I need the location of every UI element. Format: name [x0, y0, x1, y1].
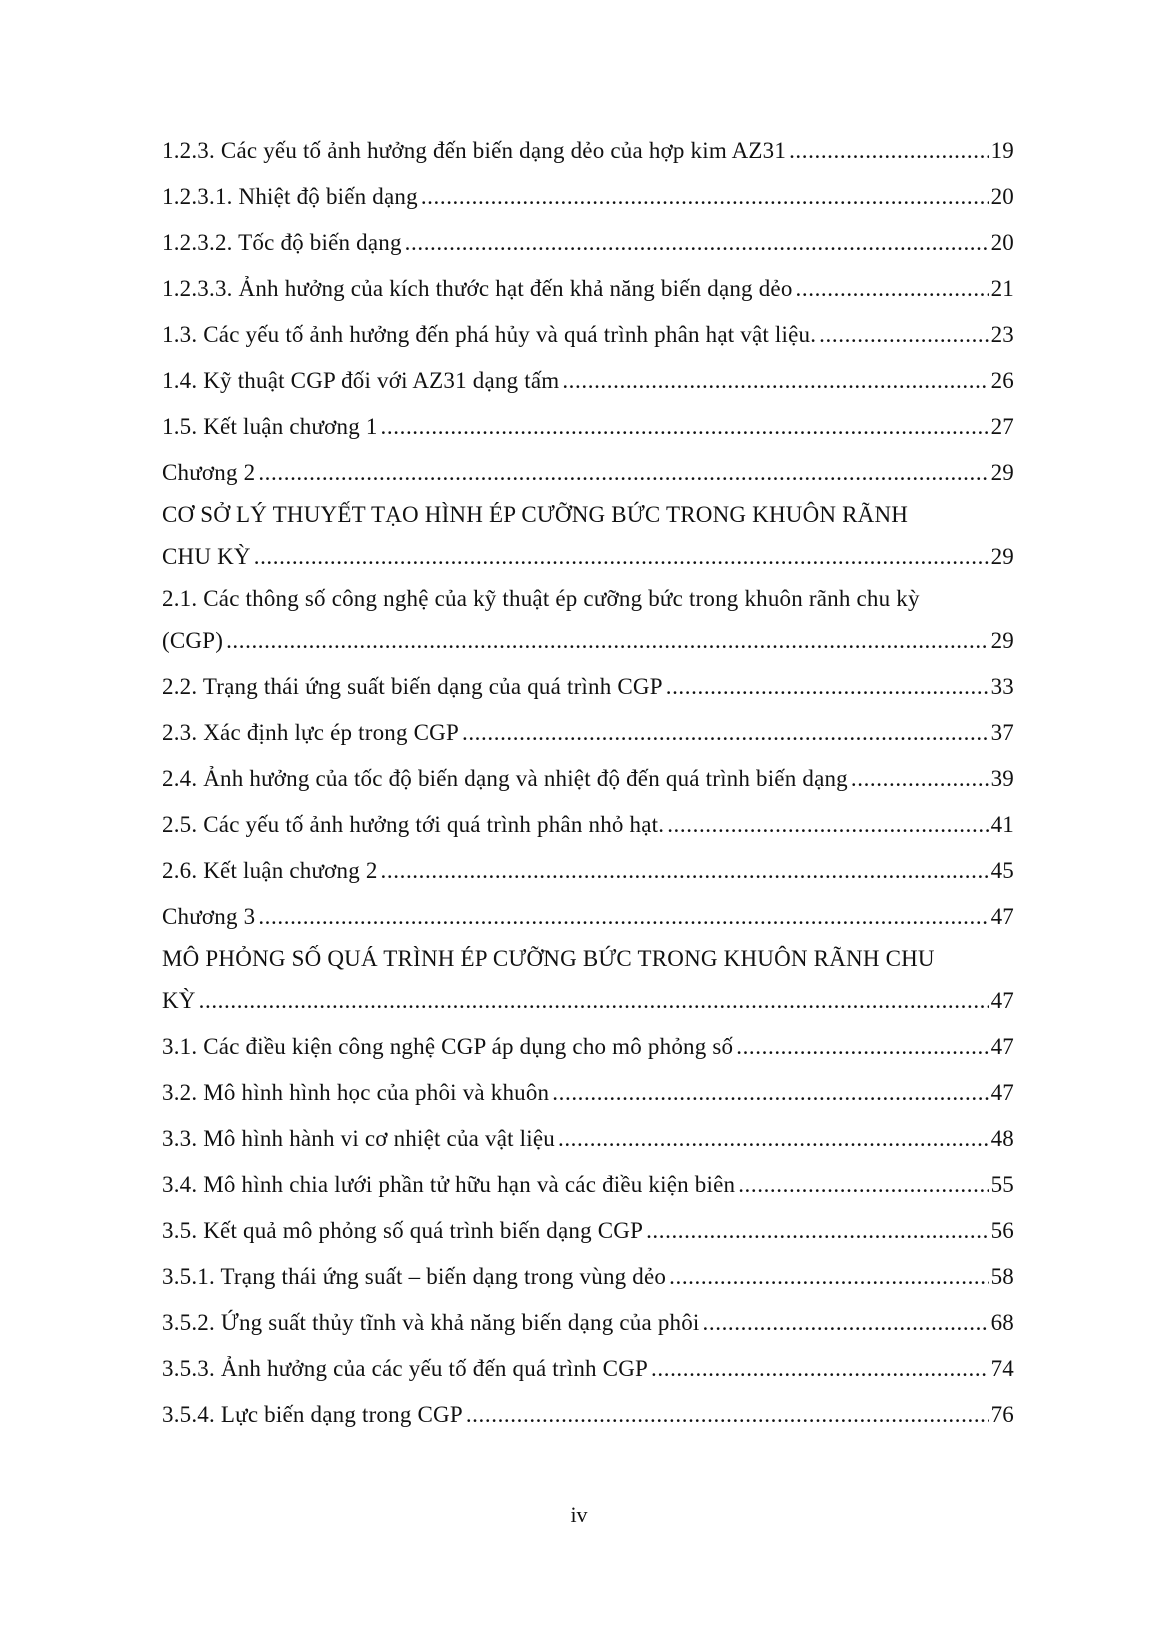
toc-entry-title: 3.5.2. Ứng suất thủy tĩnh và khả năng biến dạng của phôi — [162, 1310, 700, 1335]
table-of-contents — [162, 128, 1014, 1438]
toc-leader-dots — [651, 1346, 989, 1392]
toc-entry[interactable] — [162, 1162, 1014, 1208]
toc-entry[interactable] — [162, 1392, 1014, 1438]
toc-leader-dots — [789, 128, 989, 174]
toc-leader-dots — [552, 1070, 988, 1116]
toc-entry-title: 3.1. Các điều kiện công nghệ CGP áp dụng cho mô phỏng số — [162, 1034, 734, 1059]
toc-entry[interactable] — [162, 174, 1014, 220]
toc-leader-dots — [819, 312, 988, 358]
toc-entry[interactable] — [162, 1024, 1014, 1070]
toc-entry[interactable] — [162, 266, 1014, 312]
toc-entry-page: 68 — [990, 1310, 1014, 1335]
toc-entry-chapter-title[interactable] — [162, 496, 1014, 580]
toc-entry-title: 3.5. Kết quả mô phỏng số quá trình biến dạng CGP — [162, 1218, 644, 1243]
toc-entry-title: 2.6. Kết luận chương 2 — [162, 858, 378, 883]
toc-entry[interactable] — [162, 128, 1014, 174]
toc-entry-title: Chương 3 — [162, 904, 256, 929]
toc-entry-title: 3.5.3. Ảnh hưởng của các yếu tố đến quá trình CGP — [162, 1356, 649, 1381]
toc-entry-title-continued: CHU KỲ — [162, 544, 251, 569]
toc-entry-title: 3.5.1. Trạng thái ứng suất – biến dạng trong vùng dẻo — [162, 1264, 667, 1289]
toc-entry[interactable] — [162, 358, 1014, 404]
toc-entry-title: MÔ PHỎNG SỐ QUÁ TRÌNH ÉP CƯỠNG BỨC TRONG KHUÔN RÃNH CHU — [162, 946, 935, 971]
toc-entry[interactable] — [162, 710, 1014, 756]
toc-entry-title-continued: (CGP) — [162, 628, 224, 653]
toc-leader-dots — [258, 450, 988, 496]
toc-entry[interactable] — [162, 1254, 1014, 1300]
toc-leader-dots — [466, 1392, 989, 1438]
toc-entry[interactable] — [162, 802, 1014, 848]
toc-entry-page: 21 — [990, 276, 1014, 301]
toc-leader-dots — [226, 618, 989, 664]
toc-leader-dots — [562, 358, 988, 404]
toc-entry-title: 1.4. Kỹ thuật CGP đối với AZ31 dạng tấm — [162, 368, 560, 393]
toc-entry-page: 47 — [990, 1080, 1014, 1105]
toc-entry-page: 39 — [990, 766, 1014, 791]
toc-entry[interactable] — [162, 1300, 1014, 1346]
toc-entry-title: 2.5. Các yếu tố ảnh hưởng tới quá trình phân nhỏ hạt. — [162, 812, 665, 837]
toc-entry-title: Chương 2 — [162, 460, 256, 485]
toc-leader-dots — [703, 1300, 989, 1346]
toc-entry-chapter-title[interactable] — [162, 940, 1014, 1024]
toc-entry-page: 27 — [990, 414, 1014, 439]
toc-leader-dots — [796, 266, 989, 312]
toc-leader-dots — [462, 710, 989, 756]
toc-entry-page: 23 — [990, 322, 1014, 347]
toc-entry-page: 55 — [990, 1172, 1014, 1197]
toc-entry[interactable] — [162, 756, 1014, 802]
toc-entry-title: 1.2.3.2. Tốc độ biến dạng — [162, 230, 402, 255]
toc-entry[interactable] — [162, 894, 1014, 940]
toc-entry-page: 48 — [990, 1126, 1014, 1151]
toc-entry-page: 47 — [990, 988, 1014, 1013]
toc-entry-page: 41 — [990, 812, 1014, 837]
toc-entry[interactable] — [162, 580, 1014, 664]
toc-leader-dots — [667, 802, 988, 848]
toc-entry-page: 47 — [990, 904, 1014, 929]
toc-entry-page: 45 — [990, 858, 1014, 883]
toc-leader-dots — [738, 1162, 988, 1208]
toc-leader-dots — [558, 1116, 989, 1162]
toc-entry[interactable] — [162, 404, 1014, 450]
toc-entry[interactable] — [162, 220, 1014, 266]
toc-entry-title: 2.4. Ảnh hưởng của tốc độ biến dạng và nhiệt độ đến quá trình biến dạng — [162, 766, 848, 791]
toc-entry-page: 37 — [990, 720, 1014, 745]
toc-entry[interactable] — [162, 1070, 1014, 1116]
toc-leader-dots — [736, 1024, 988, 1070]
toc-entry-page: 20 — [990, 230, 1014, 255]
toc-entry-title: 3.5.4. Lực biến dạng trong CGP — [162, 1402, 463, 1427]
toc-entry-title: 3.2. Mô hình hình học của phôi và khuôn — [162, 1080, 550, 1105]
toc-entry[interactable] — [162, 1346, 1014, 1392]
toc-entry-title: 1.2.3.3. Ảnh hưởng của kích thước hạt đến khả năng biến dạng dẻo — [162, 276, 793, 301]
toc-leader-dots — [199, 978, 989, 1024]
toc-entry-page: 33 — [990, 674, 1014, 699]
toc-entry-title: 2.3. Xác định lực ép trong CGP — [162, 720, 459, 745]
toc-entry-page: 58 — [990, 1264, 1014, 1289]
toc-entry-title: 3.3. Mô hình hành vi cơ nhiệt của vật liệu — [162, 1126, 555, 1151]
toc-leader-dots — [381, 848, 989, 894]
toc-entry-title: 2.1. Các thông số công nghệ của kỹ thuật ép cưỡng bức trong khuôn rãnh chu kỳ — [162, 586, 920, 611]
toc-entry-page: 29 — [990, 628, 1014, 653]
toc-entry-title: 1.3. Các yếu tố ảnh hưởng đến phá hủy và quá trình phân hạt vật liệu. — [162, 322, 817, 347]
footer-page-number: iv — [570, 1502, 588, 1527]
toc-entry[interactable] — [162, 1116, 1014, 1162]
toc-leader-dots — [666, 664, 989, 710]
toc-leader-dots — [258, 894, 988, 940]
toc-entry[interactable] — [162, 848, 1014, 894]
toc-leader-dots — [381, 404, 989, 450]
toc-entry-page: 56 — [990, 1218, 1014, 1243]
toc-leader-dots — [851, 756, 989, 802]
toc-entry-title: 1.2.3.1. Nhiệt độ biến dạng — [162, 184, 418, 209]
toc-entry-title: 1.5. Kết luận chương 1 — [162, 414, 378, 439]
toc-entry[interactable] — [162, 450, 1014, 496]
toc-leader-dots — [405, 220, 989, 266]
toc-entry[interactable] — [162, 664, 1014, 710]
toc-entry-page: 29 — [990, 460, 1014, 485]
toc-entry-title: CƠ SỞ LÝ THUYẾT TẠO HÌNH ÉP CƯỠNG BỨC TRONG KHUÔN RÃNH — [162, 502, 909, 527]
toc-leader-dots — [646, 1208, 989, 1254]
toc-entry[interactable] — [162, 1208, 1014, 1254]
toc-entry-page: 47 — [990, 1034, 1014, 1059]
toc-leader-dots — [254, 534, 989, 580]
toc-entry-title: 3.4. Mô hình chia lưới phần tử hữu hạn và các điều kiện biên — [162, 1172, 736, 1197]
toc-entry-title-continued: KỲ — [162, 988, 196, 1013]
toc-entry-page: 20 — [990, 184, 1014, 209]
toc-leader-dots — [669, 1254, 988, 1300]
toc-entry-title: 2.2. Trạng thái ứng suất biến dạng của quá trình CGP — [162, 674, 663, 699]
toc-entry-page: 19 — [990, 138, 1014, 163]
toc-entry-page: 76 — [990, 1402, 1014, 1427]
toc-entry-page: 29 — [990, 544, 1014, 569]
toc-entry[interactable] — [162, 312, 1014, 358]
toc-entry-page: 74 — [990, 1356, 1014, 1381]
toc-entry-page: 26 — [990, 368, 1014, 393]
toc-leader-dots — [421, 174, 989, 220]
toc-entry-title: 1.2.3. Các yếu tố ảnh hưởng đến biến dạng dẻo của hợp kim AZ31 — [162, 138, 787, 163]
